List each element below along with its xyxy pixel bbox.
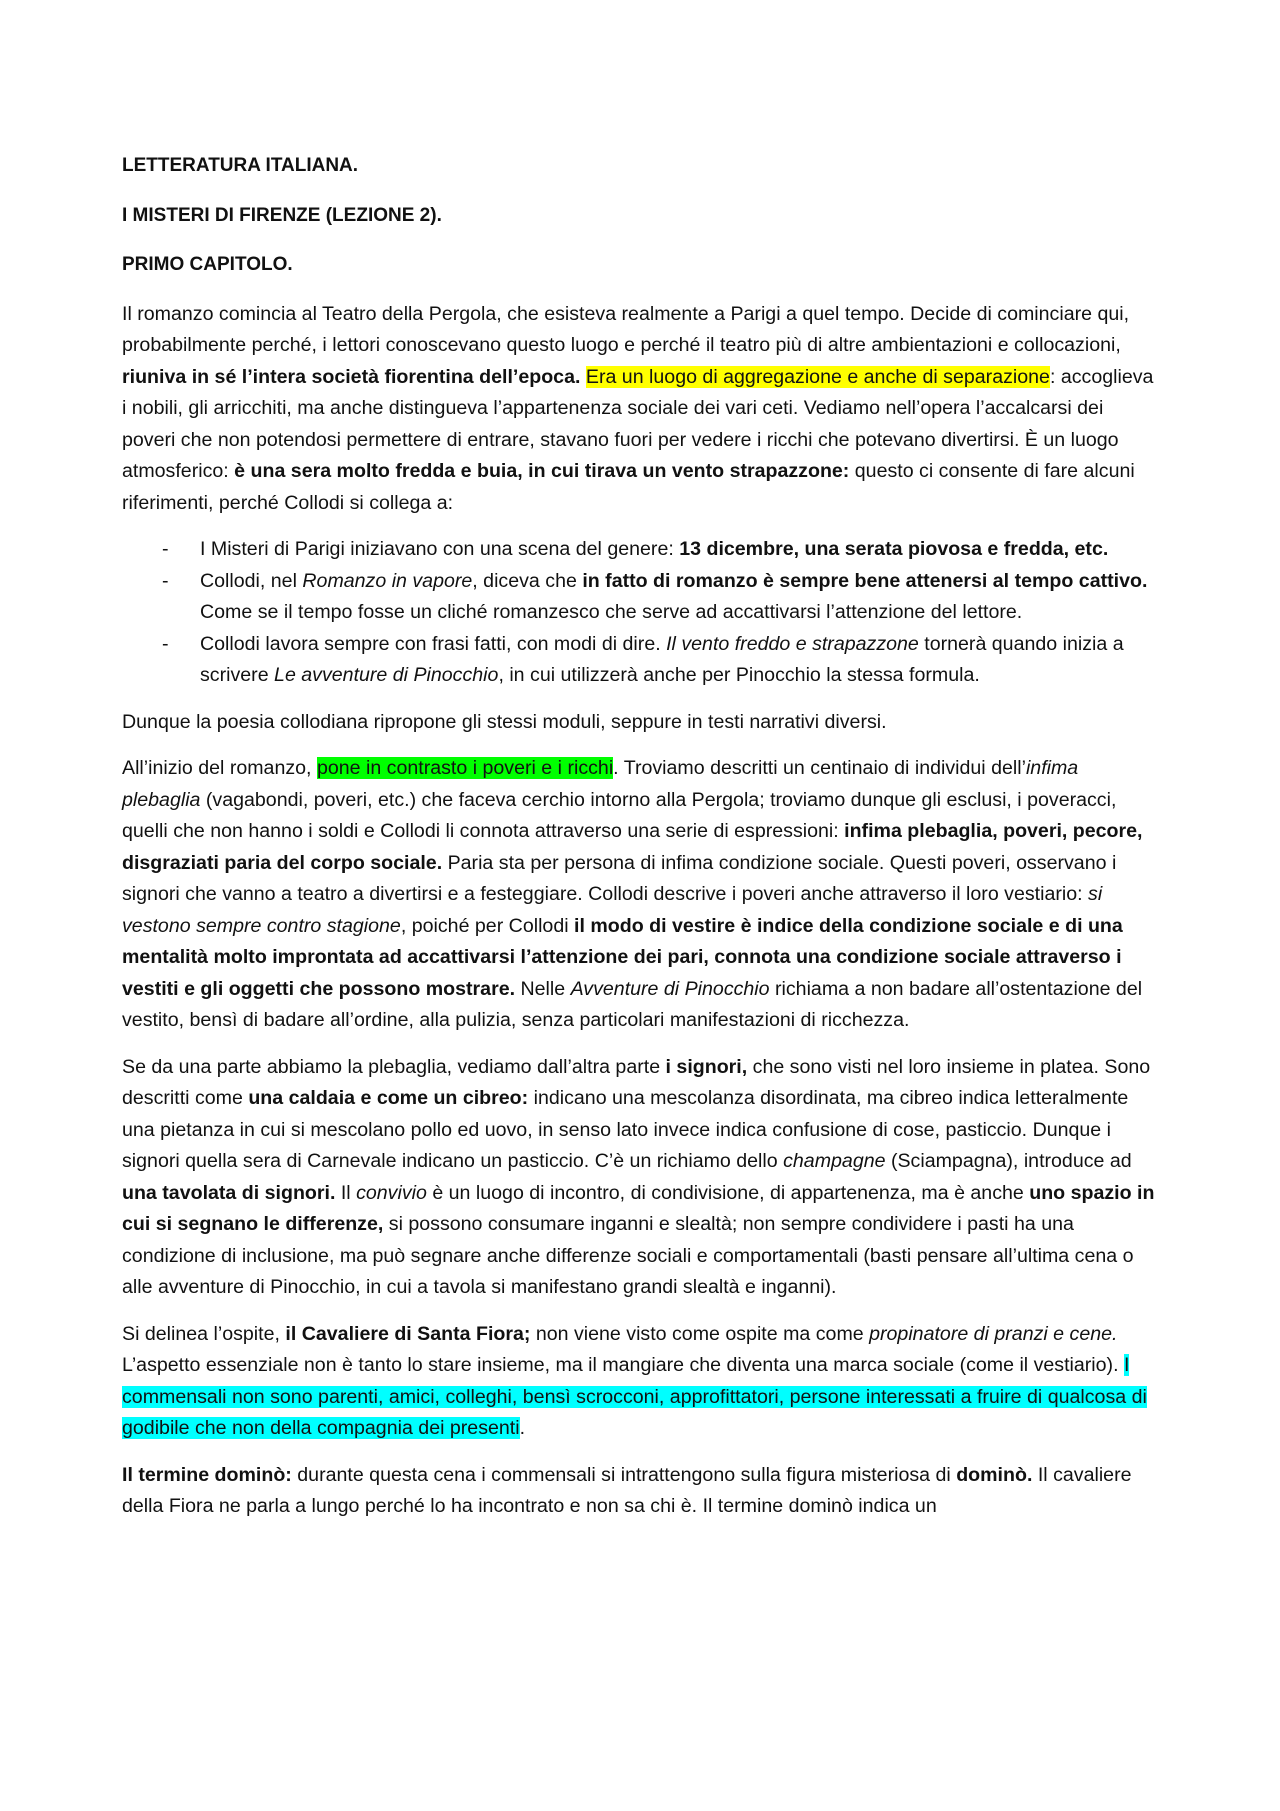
paragraph-domino bbox=[122, 1460, 1162, 1523]
text-run: Come se il tempo fosse un cliché romanzesco che serve ad accattivarsi l’attenzione del lettore. bbox=[200, 601, 1023, 623]
text-run: , diceva che bbox=[472, 569, 583, 592]
list-item bbox=[122, 534, 1162, 566]
list-dash: - bbox=[162, 632, 169, 655]
bold-text: uno spazio in cui si segnano le differenze, bbox=[122, 1181, 1155, 1235]
text-run: Il cavaliere della Fiora ne parla a lungo perché lo ha incontrato e non sa chi è. Il termine dominò indica un bbox=[122, 1463, 1132, 1517]
document-title: LETTERATURA ITALIANA. bbox=[122, 155, 359, 176]
bold-text: è una sera molto fredda e buia, in cui tirava un vento strapazzone: bbox=[234, 460, 850, 482]
italic-text: si vestono sempre contro stagione bbox=[122, 883, 1103, 937]
text-run: tornerà quando inizia a scrivere bbox=[200, 632, 1124, 686]
bold-text: i signori, bbox=[665, 1055, 748, 1078]
bold-text: una tavolata di signori. bbox=[122, 1181, 336, 1204]
text-run: . bbox=[519, 1417, 526, 1439]
lesson-title: I MISTERI DI FIRENZE (LEZIONE 2). bbox=[122, 204, 442, 226]
document-page bbox=[122, 150, 1162, 1538]
paragraph-teatro-pergola bbox=[122, 299, 1162, 520]
text-run: , in cui utilizzerà anche per Pinocchio la stessa formula. bbox=[498, 664, 980, 686]
text-run: Il bbox=[335, 1181, 357, 1204]
text-run: è un luogo di incontro, di condivisione, di appartenenza, ma è anche bbox=[426, 1181, 1030, 1204]
bold-text: il modo di vestire è indice della condizione sociale e di una mentalità molto improntata ad accattivarsi l’attenzione dei pari, connota una condizione sociale attraverso i vestiti e gli oggetti che possono mostrare. bbox=[122, 914, 1123, 1000]
italic-text: infima plebaglia bbox=[122, 757, 1079, 811]
italic-text: Romanzo in vapore bbox=[302, 569, 473, 592]
italic-text: Le avventure di Pinocchio bbox=[274, 664, 499, 686]
text-run: Si delinea l’ospite, bbox=[122, 1322, 286, 1345]
paragraph-poesia-collodiana: Dunque la poesia collodiana ripropone gli stessi moduli, seppure in testi narrativi diversi. bbox=[122, 710, 887, 733]
text-run: indicano una mescolanza disordinata, ma cibreo indica letteralmente una pietanza in cui si mescolano pollo ed uovo, in senso lato invece indica confusione di cose, pasticcio. Dunque i signori quella sera di Carnevale indicano un pasticcio. C’è un richiamo dello bbox=[122, 1087, 1129, 1172]
text-run: : accoglieva i nobili, gli arricchiti, ma anche distingueva l’appartenenza sociale dei vari ceti. Vediamo nell’opera l’accalcarsi dei poveri che non potendosi permettere di entrare, stavano fuori per vedere i ricchi che potevano divertirsi. È un luogo atmosferico: bbox=[122, 365, 1154, 482]
text-run: (Sciampagna), introduce ad bbox=[885, 1150, 1132, 1172]
text-run: Il romanzo comincia al Teatro della Pergola, che esisteva realmente a Parigi a quel tempo. Decide di cominciare qui, probabilmente perché, i lettori conoscevano questo luogo e perché il teatro più di altre ambientazioni e collocazioni, bbox=[122, 302, 1130, 356]
text-run: Se da una parte abbiamo la plebaglia, vediamo dall’altra parte bbox=[122, 1055, 666, 1078]
text-run: non viene visto come ospite ma come bbox=[530, 1322, 870, 1345]
text-run: , poiché per Collodi bbox=[400, 914, 575, 937]
text-run: I Misteri di Parigi iniziavano con una scena del genere: bbox=[200, 538, 680, 560]
bold-text: il Cavaliere di Santa Fiora; bbox=[285, 1322, 531, 1345]
bold-text: una caldaia e come un cibreo: bbox=[248, 1087, 529, 1109]
text-run: questo ci consente di fare alcuni riferimenti, perché Collodi si collega a: bbox=[122, 460, 1135, 514]
chapter-title: PRIMO CAPITOLO. bbox=[122, 254, 293, 275]
text-run: si possono consumare inganni e slealtà; non sempre condividere i pasti ha una condizione di inclusione, ma può segnare anche differenze sociali e comportamentali (basti pensare all’ultima cena o alle avventure di Pinocchio, in cui a tavola si manifestano grandi slealtà e inganni). bbox=[122, 1213, 1134, 1298]
paragraph-cavaliere bbox=[122, 1319, 1162, 1445]
text-run: Collodi lavora sempre con frasi fatti, con modi di dire. bbox=[200, 632, 667, 655]
paragraph-signori bbox=[122, 1052, 1162, 1304]
text-run: All’inizio del romanzo, bbox=[122, 757, 317, 779]
bold-text: Il termine dominò: bbox=[122, 1463, 292, 1486]
italic-text: Il vento freddo e strapazzone bbox=[666, 632, 919, 655]
paragraph-poveri-ricchi bbox=[122, 753, 1162, 1037]
text-run: . Troviamo descritti un centinaio di individui dell’ bbox=[613, 757, 1026, 779]
bold-text: infima plebaglia, poveri, pecore, disgraziati paria del corpo sociale. bbox=[122, 820, 1143, 874]
italic-text: propinatore di pranzi e cene. bbox=[869, 1322, 1118, 1345]
highlight-green: pone in contrasto i poveri e i ricchi bbox=[316, 757, 614, 779]
text-run: L’aspetto essenziale non è tanto lo stare insieme, ma il mangiare che diventa una marca sociale (come il vestiario). bbox=[122, 1354, 1124, 1376]
highlight-cyan: I commensali non sono parenti, amici, colleghi, bensì scrocconi, approfittatori, persone interessati a fruire di qualcosa di godibile che non della compagnia dei presenti bbox=[122, 1354, 1147, 1439]
highlight-yellow: Era un luogo di aggregazione e anche di separazione bbox=[585, 365, 1050, 388]
text-run: richiama a non badare all’ostentazione del vestito, bensì di badare all’ordine, alla pulizia, senza particolari manifestazioni di ricchezza. bbox=[122, 977, 1143, 1031]
text-run: Nelle bbox=[515, 977, 571, 1000]
text-run: Paria sta per persona di infima condizione sociale. Questi poveri, osservano i signori che vanno a teatro a divertirsi e a festeggiare. Collodi descrive i poveri anche attraverso il loro vestiario: bbox=[122, 851, 1117, 905]
bold-text: in fatto di romanzo è sempre bene attenersi al tempo cattivo. bbox=[582, 569, 1148, 592]
list-item bbox=[122, 566, 1162, 629]
list-item bbox=[122, 629, 1162, 692]
reference-list bbox=[122, 534, 1162, 692]
italic-text: convivio bbox=[356, 1181, 427, 1204]
bold-text: dominò. bbox=[956, 1463, 1033, 1486]
italic-text: champagne bbox=[783, 1150, 886, 1172]
text-run: che sono visti nel loro insieme in platea. Sono descritti come bbox=[122, 1055, 1151, 1109]
list-dash: - bbox=[162, 538, 169, 560]
text-run: durante questa cena i commensali si intrattengono sulla figura misteriosa di bbox=[291, 1463, 957, 1486]
italic-text: Avventure di Pinocchio bbox=[570, 977, 770, 1000]
bold-text: riuniva in sé l’intera società fiorentina dell’epoca. bbox=[122, 365, 581, 388]
text-run: (vagabondi, poveri, etc.) che faceva cerchio intorno alla Pergola; troviamo dunque gli esclusi, i poveracci, quelli che non hanno i soldi e Collodi li connota attraverso una serie di espressioni: bbox=[122, 788, 1117, 842]
bold-text: 13 dicembre, una serata piovosa e fredda, etc. bbox=[679, 538, 1109, 560]
text-run: Collodi, nel bbox=[200, 569, 303, 592]
list-dash: - bbox=[162, 569, 169, 592]
